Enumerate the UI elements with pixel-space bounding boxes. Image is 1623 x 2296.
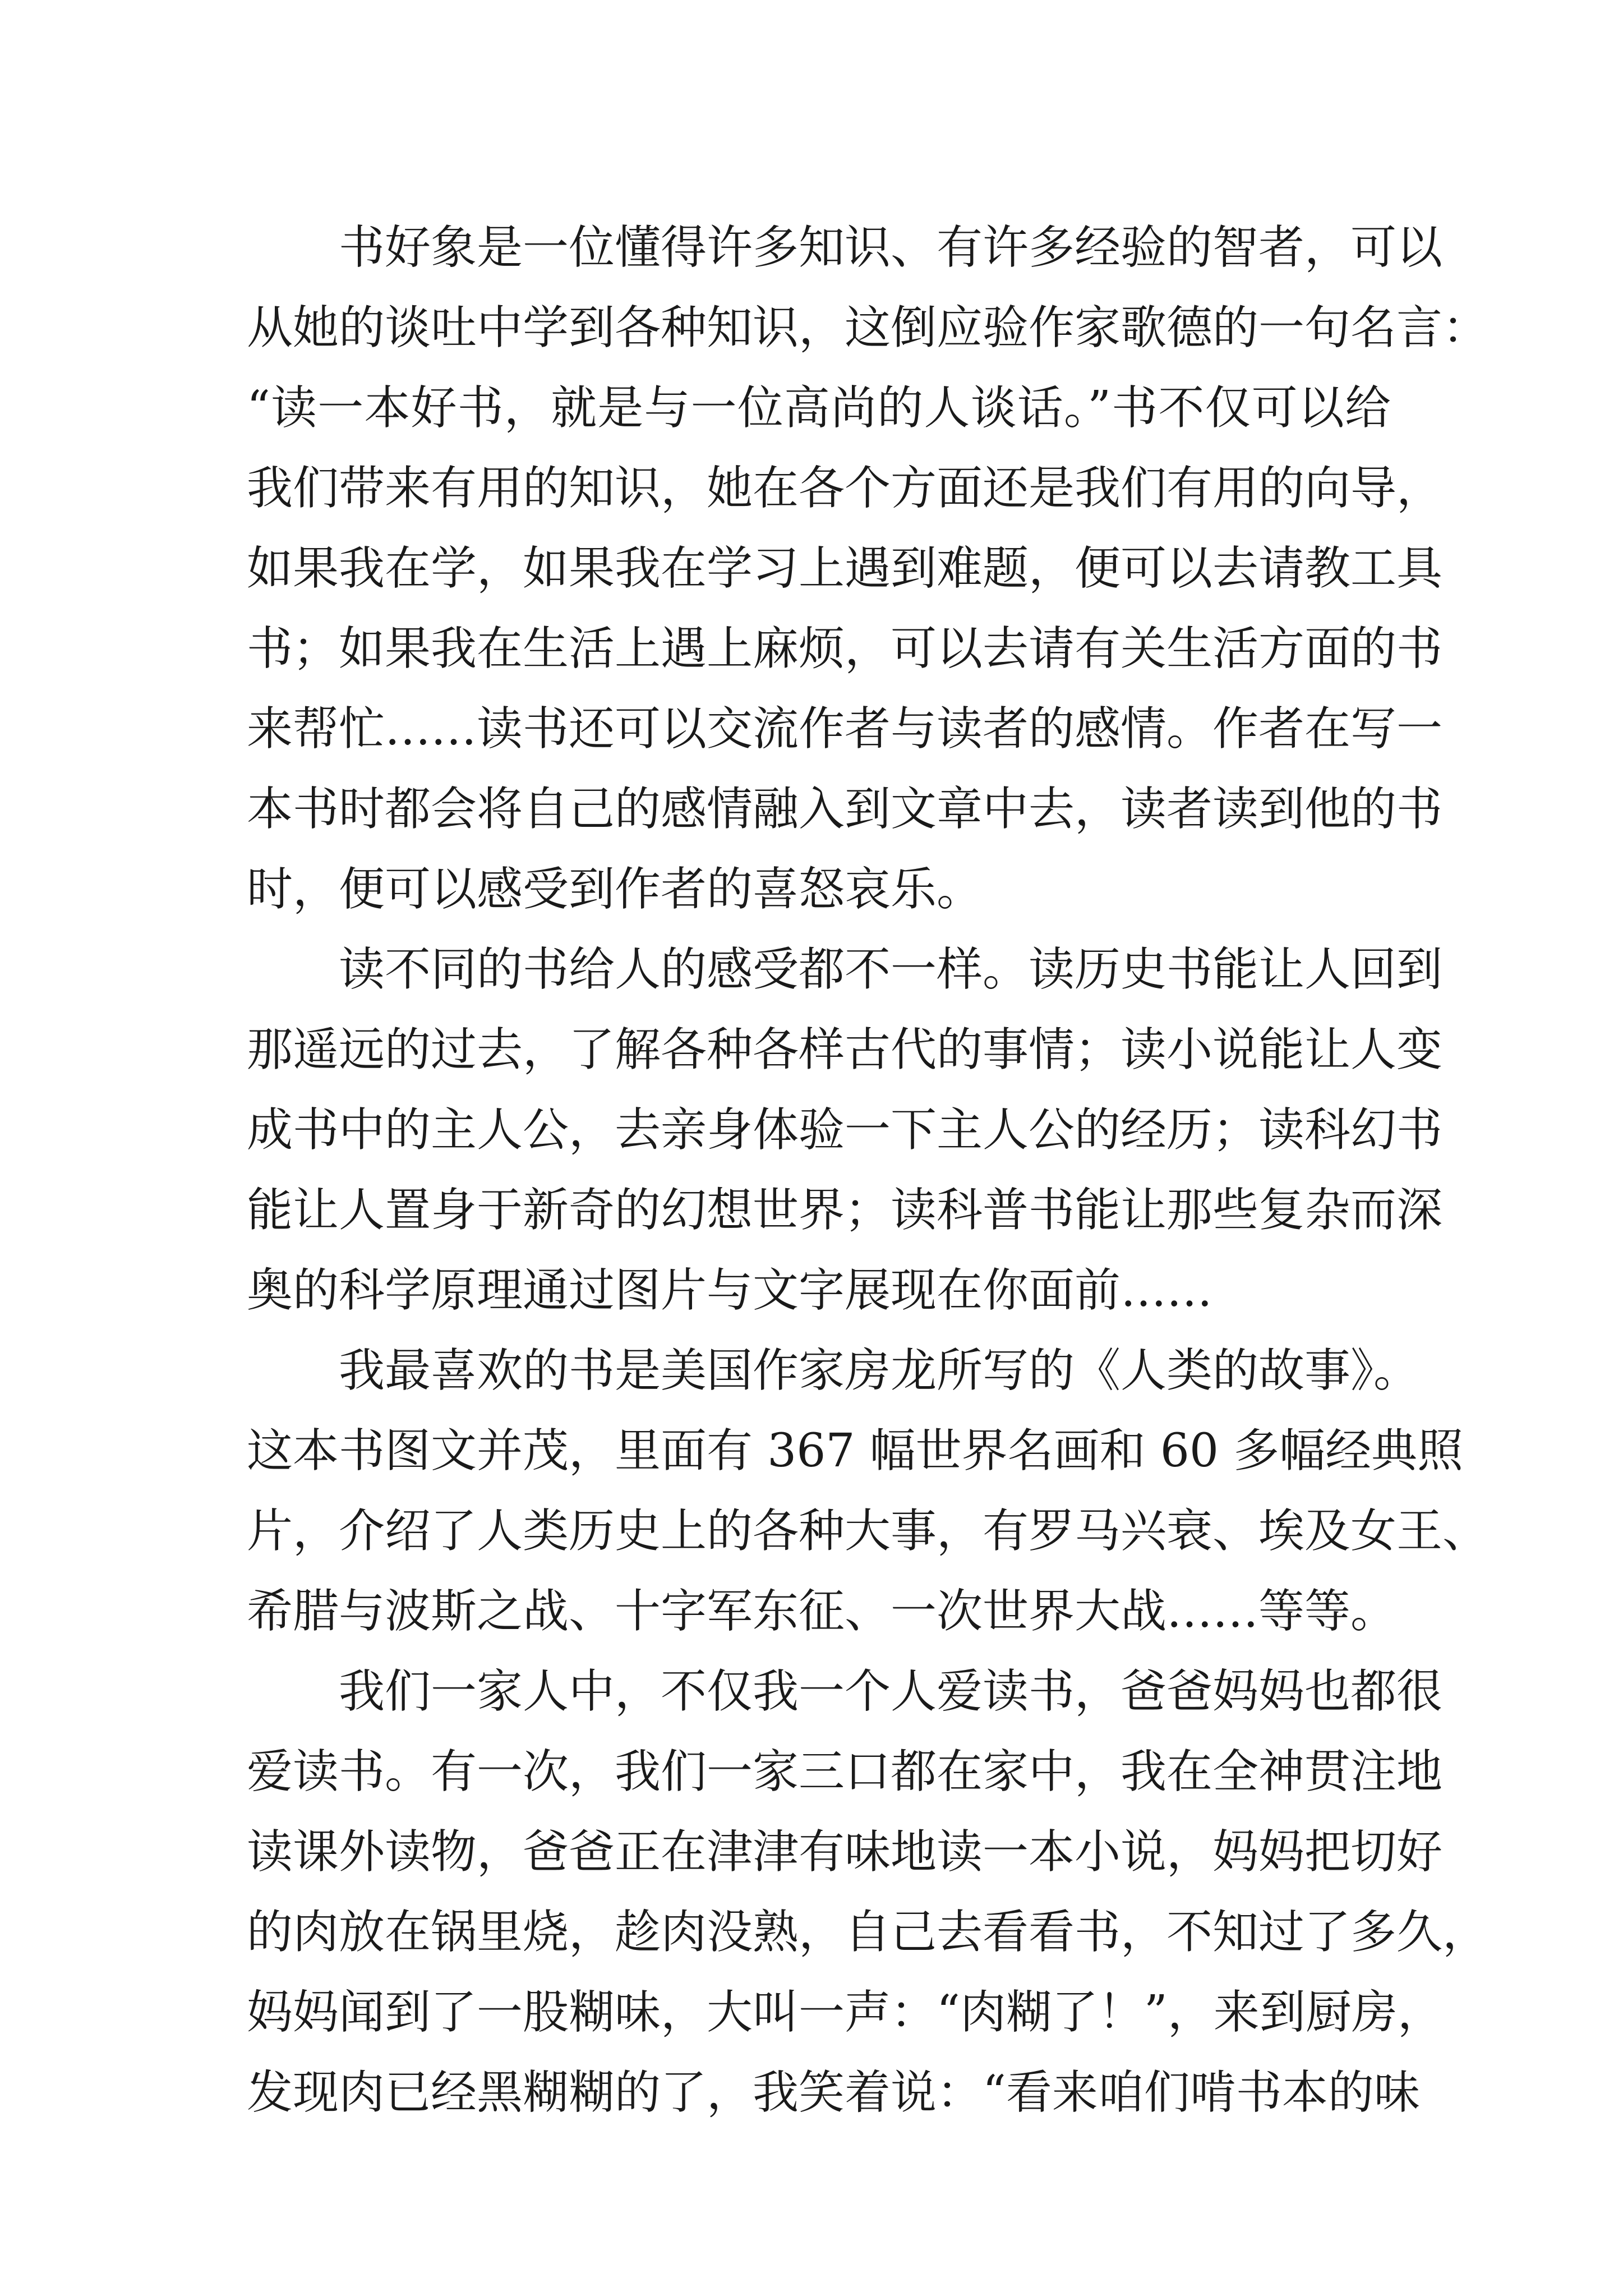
paragraph-4: [247, 1651, 1489, 2133]
text-line: 我们带来有用的知识，她在各个方面还是我们有用的向导，: [247, 462, 1443, 515]
text-line: 时，便可以感受到作者的喜怒哀乐。: [247, 863, 983, 916]
text-line: “读一本好书，就是与一位高尚的人谈话。”书不仅可以给: [247, 381, 1391, 435]
text-line: 从她的谈吐中学到各种知识，这倒应验作家歌德的一句名言：: [247, 301, 1489, 355]
text-line: 如果我在学，如果我在学习上遇到难题，便可以去请教工具: [247, 542, 1443, 595]
text-line: 本书时都会将自己的感情融入到文章中去，读者读到他的书: [247, 783, 1443, 836]
text-line: 那遥远的过去，了解各种各样古代的事情；读小说能让人变: [247, 1023, 1443, 1076]
text-line: 成书中的主人公，去亲身体验一下主人公的经历；读科幻书: [247, 1103, 1443, 1157]
text-line: 片，介绍了人类历史上的各种大事，有罗马兴衰、埃及女王、: [247, 1504, 1489, 1558]
text-line: 的肉放在锅里烧，趁肉没熟，自己去看看书，不知过了多久，: [247, 1906, 1489, 1959]
text-line: 爱读书。有一次，我们一家三口都在家中，我在全神贯注地: [247, 1745, 1443, 1798]
text-line: 来帮忙……读书还可以交流作者与读者的感情。作者在写一: [247, 702, 1443, 756]
text-line: 书好象是一位懂得许多知识、有许多经验的智者，可以: [247, 221, 1443, 274]
paragraph-3: [247, 1331, 1489, 1651]
paragraph-2: [247, 930, 1443, 1331]
text-line: 妈妈闻到了一股糊味，大叫一声：“肉糊了！”，来到厨房，: [247, 1986, 1444, 2039]
text-line: 能让人置身于新奇的幻想世界；读科普书能让那些复杂而深: [247, 1184, 1443, 1237]
text-line: 奥的科学原理通过图片与文字展现在你面前……: [247, 1264, 1213, 1317]
text-line: 希腊与波斯之战、十字军东征、一次世界大战……等等。: [247, 1585, 1397, 1638]
paragraph-1: [247, 208, 1489, 930]
text-line: 读课外读物，爸爸正在津津有味地读一本小说，妈妈把切好: [247, 1825, 1443, 1879]
body-text: [247, 208, 1489, 2133]
text-line: 这本书图文并茂，里面有 367 幅世界名画和 60 多幅经典照: [247, 1424, 1464, 1478]
text-line: 我最喜欢的书是美国作家房龙所写的《人类的故事》。: [247, 1344, 1420, 1397]
text-line: 我们一家人中，不仅我一个人爱读书，爸爸妈妈也都很: [247, 1665, 1443, 1718]
text-line: 读不同的书给人的感受都不一样。读历史书能让人回到: [247, 943, 1443, 996]
text-line: 书；如果我在生活上遇上麻烦，可以去请有关生活方面的书: [247, 622, 1443, 675]
text-line: 发现肉已经黑糊糊的了，我笑着说：“看来咱们啃书本的味: [247, 2066, 1420, 2119]
